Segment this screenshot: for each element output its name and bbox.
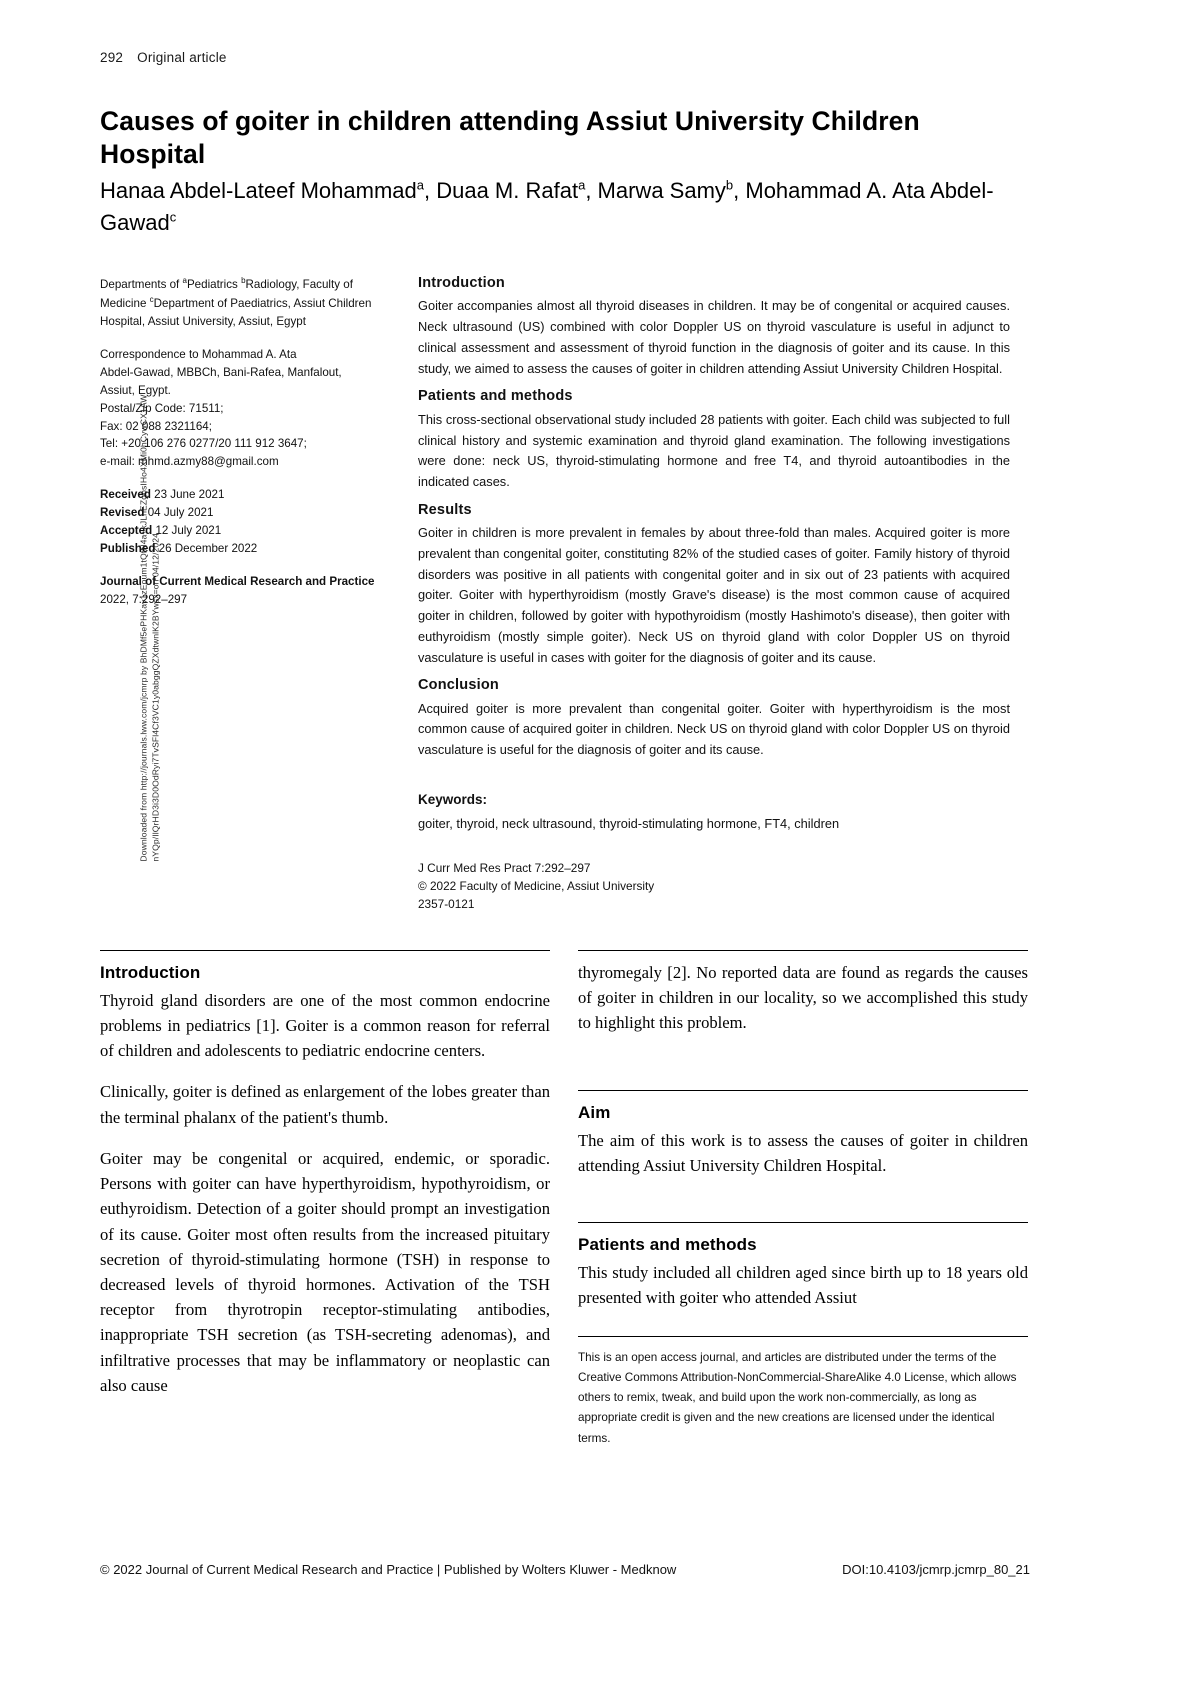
- journal-name: [100, 573, 390, 591]
- received-date: [100, 486, 390, 504]
- divider-aim: [578, 1090, 1028, 1091]
- correspondence-line: Fax: 02 088 2321164;: [100, 419, 212, 433]
- section-heading-introduction: Introduction: [100, 963, 201, 982]
- affiliations: Departments of $^a$Pediatrics $^b$Radiology, Faculty of Medicine $^c$Department of Paediatrics, Assiut Children Hospital, Assiut University, Assiut, Egypt: [100, 276, 372, 328]
- accepted-label: Accepted: [100, 524, 153, 538]
- patients-methods-text: This study included all children aged since birth up to 18 years old presented with goiter who attended Assiut: [578, 1262, 1028, 1308]
- abstract-heading-results: Results: [418, 501, 472, 518]
- divider-left-top: [100, 950, 550, 951]
- citation-issn: 2357-0121: [418, 896, 475, 911]
- page-number: 292: [100, 50, 124, 65]
- journal-name-text: Journal of Current Medical Research and Practice: [100, 575, 375, 589]
- correspondence-line: Postal/Zip Code: 71511;: [100, 401, 224, 415]
- revised-label: Revised: [100, 506, 145, 520]
- divider-license: [578, 1336, 1028, 1337]
- abstract-heading-introduction: Introduction: [418, 275, 505, 291]
- download-stamp-line-1: Downloaded from http://journals.lww.com/jcmrp by BhDMf5ePHKav1zEoum1tQfN4a+kJLhEZgbsIHo4XMi0hCywCX1AW: [138, 394, 149, 862]
- correspondence-line: Correspondence to Mohammad A. Ata: [100, 347, 297, 361]
- section-heading-patients-methods: Patients and methods: [578, 1235, 757, 1254]
- patients-methods-section: [578, 1232, 1028, 1326]
- correspondence-line: Abdel-Gawad, MBBCh, Bani-Rafea, Manfalout,: [100, 365, 342, 379]
- abstract-column: [418, 272, 1010, 914]
- abstract-text-introduction: Goiter accompanies almost all thyroid diseases in children. It may be of congenital or acquired causes. Neck ultrasound (US) combined with color Doppler US on thyroid vasculature is useful in adjunct to clinical assessment and assessment of thyroid function in the diagnosis of goiter and its cause. In this study, we aimed to assess the causes of goiter in children attending Assiut University Children Hospital.: [418, 298, 1010, 376]
- received-value: 23 June 2021: [154, 488, 225, 502]
- accepted-value: 12 July 2021: [155, 524, 222, 538]
- body-paragraph-continuation: thyromegaly [2]. No reported data are found as regards the causes of goiter in children in our locality, so we accomplished this study to highlight this problem.: [578, 963, 1028, 1033]
- journal-issue: 2022, 7:292–297: [100, 593, 188, 607]
- published-value: 26 December 2022: [158, 542, 258, 556]
- aim-section: [578, 1100, 1028, 1194]
- correspondence-block: [100, 346, 390, 472]
- divider-patients-methods: [578, 1222, 1028, 1223]
- correspondence-line: Tel: +20 106 276 0277/20 111 912 3647;: [100, 437, 307, 451]
- download-stamp-line-2: nYQp/IlQrHD3i3D0OdRyi7TvSFl4Cf3VC1y0abggQZXdtwnlK2BYwsx=on 04/12/2024: [150, 532, 160, 862]
- body-paragraph: Goiter may be congenital or acquired, endemic, or sporadic. Persons with goiter can have hyperthyroidism, hypothyroidism, or euthyroidism. Detection of a goiter should prompt an investigation of its cause. Goiter most often results from the increased pituitary secretion of thyroid-stimulating hormone (TSH) in response to decreased levels of thyroid hormones. Activation of the TSH receptor from thyrotropin receptor-stimulating antibodies, inappropriate TSH secretion (as TSH-secreting adenomas), and infiltrative processes that may be inflammatory or neoplastic can also cause: [100, 1148, 550, 1395]
- correspondence-line: Assiut, Egypt.: [100, 383, 171, 397]
- footer-doi: DOI:10.4103/jcmrp.jcmrp_80_21: [842, 1562, 1030, 1577]
- citation-copyright: © 2022 Faculty of Medicine, Assiut University: [418, 879, 655, 894]
- keywords-heading: Keywords:: [418, 791, 488, 807]
- published-date: [100, 540, 390, 558]
- article-dates: [100, 486, 390, 558]
- received-label: Received: [100, 488, 151, 502]
- aim-text: The aim of this work is to assess the causes of goiter in children attending Assiut University Children Hospital.: [578, 1130, 1028, 1176]
- body-paragraph: Thyroid gland disorders are one of the most common endocrine problems in pediatrics [1]. Goiter is a common reason for referral of children and adolescents to pediatric endocrine centers.: [100, 990, 550, 1061]
- keywords-list: goiter, thyroid, neck ultrasound, thyroid-stimulating hormone, FT4, children: [418, 815, 840, 831]
- divider-right-top: [578, 950, 1028, 951]
- abstract-text-results: Goiter in children is more prevalent in females by about three-fold than males. Acquired goiter is more prevalent than congenital goiter, constituting 82% of the studied cases of goiter. Family history of thyroid disorders was positive in all patients with congenital goiter and in six out of 23 patients with acquired goiter. Goiter with hyperthyroidism (mostly Grave's disease) is the most common cause of acquired goiter in children, followed by goiter with hypothyroidism (mostly Hashimoto's disease), then goiter with euthyroidism (mostly simple goiter). Neck US on thyroid gland with color Doppler US on thyroid vasculature is useful in cases with goiter for the diagnosis of goiter and its cause.: [418, 525, 1010, 665]
- section-heading-aim: Aim: [578, 1103, 611, 1122]
- revised-value: 04 July 2021: [147, 506, 214, 520]
- page-title: Causes of goiter in children attending Assiut University Children Hospital: [100, 106, 920, 170]
- body-column-right: [578, 960, 1028, 1052]
- revised-date: [100, 504, 390, 522]
- correspondence-email: e-mail: mhmd.azmy88@gmail.com: [100, 455, 279, 469]
- article-type-label: Original article: [137, 50, 227, 65]
- body-paragraph: Clinically, goiter is defined as enlargement of the lobes greater than the terminal phalanx of the patient's thumb.: [100, 1082, 550, 1127]
- citation-block: [418, 860, 1010, 913]
- open-access-license-text: This is an open access journal, and articles are distributed under the terms of the Creative Commons Attribution-NonCommercial-ShareAlike 4.0 License, which allows others to remix, tweak, and build upon the work non-commercially, as long as appropriate credit is given and the new creations are licensed under the identical terms.: [578, 1351, 1017, 1445]
- abstract-heading-conclusion: Conclusion: [418, 677, 499, 694]
- citation-line: J Curr Med Res Pract 7:292–297: [418, 861, 591, 876]
- abstract-heading-patients-methods: Patients and methods: [418, 388, 573, 405]
- published-label: Published: [100, 542, 156, 556]
- body-column-left: [100, 960, 550, 1414]
- journal-block: [100, 573, 390, 609]
- footer-copyright: © 2022 Journal of Current Medical Research and Practice | Published by Wolters Kluwer - Medknow: [100, 1562, 677, 1577]
- metadata-column: [100, 275, 390, 624]
- accepted-date: [100, 522, 390, 540]
- author-list: Hanaa Abdel-Lateef Mohammad$^a$, Duaa M. Rafat$^a$, Marwa Samy$^b$, Mohammad A. Ata Abdel-Gawad$^c$: [100, 177, 994, 235]
- abstract-text-conclusion: Acquired goiter is more prevalent than congenital goiter. Goiter with hyperthyroidism is the most common cause of acquired goiter in children. Neck US on thyroid gland with color Doppler US on thyroid vasculature is useful for the diagnosis of goiter and its cause.: [418, 700, 1010, 758]
- running-head: [100, 50, 227, 65]
- abstract-text-patients-methods: This cross-sectional observational study included 28 patients with goiter. Each child was subjected to full clinical history and systemic examination and thyroid gland examination. The following investigations were done: neck US, thyroid-stimulating hormone and free T4, and thyroid autoantibodies in the indicated cases.: [418, 411, 1010, 489]
